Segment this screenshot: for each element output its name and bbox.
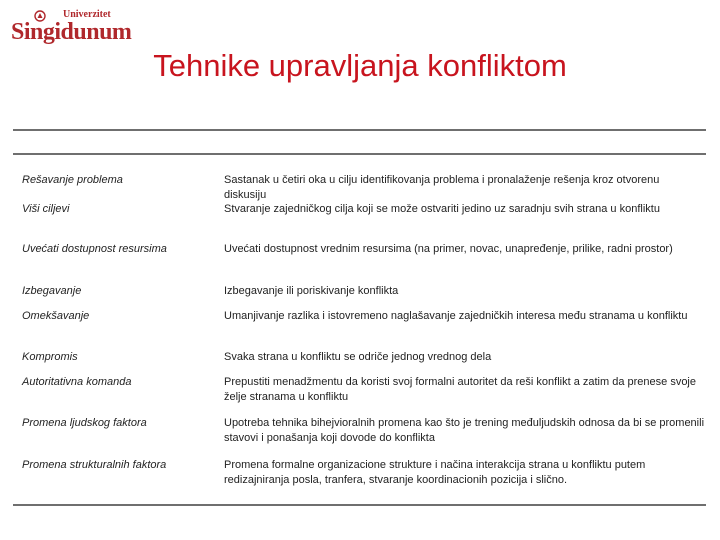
technique-name: Viši ciljevi [22,203,70,215]
logo-name-text: Singidunum [11,19,132,45]
technique-name: Promena ljudskog faktora [22,417,147,429]
page-title: Tehnike upravljanja konfliktom [153,48,567,83]
bottom-rule [13,504,706,506]
top-rule-1 [13,129,706,131]
technique-name: Uvećati dostupnost resursima [22,243,167,255]
technique-description: Promena formalne organizacione strukture i načina interakcija strana u konfliktu putem redizajniranja posla, tranfera, stvaranje koordinacionih pozicija i slično. [224,459,646,486]
technique-name: Kompromis [22,351,78,363]
technique-name: Izbegavanje [22,285,82,297]
technique-description: Uvećati dostupnost vrednim resursima (na primer, novac, unapređenje, prilike, radni prostor) [224,243,673,255]
logo-univerzitet-text: Univerzitet [63,9,111,20]
singidunum-logo [8,6,132,48]
technique-name: Autoritativna komanda [22,376,132,388]
technique-name: Omekšavanje [22,310,90,322]
technique-description: Sastanak u četiri oka u cilju identifikovanja problema i pronalaženje rešenja kroz otvorenu diskusiju [224,174,660,201]
technique-name: Rešavanje problema [22,174,123,186]
technique-description: Svaka strana u konfliktu se odriče jednog vrednog dela [224,351,492,363]
technique-description: Prepustiti menadžmentu da koristi svoj formalni autoritet da reši konflikt a zatim da prenese svoje želje stranama u konfliktu [224,376,696,403]
technique-description: Stvaranje zajedničkog cilja koji se može ostvariti jedino uz saradnju svih strana u konfliktu [224,203,660,215]
top-rule-2 [13,153,706,155]
technique-name: Promena strukturalnih faktora [22,459,167,471]
technique-description: Izbegavanje ili poriskivanje konflikta [224,285,399,297]
technique-description: Upotreba tehnika bihejvioralnih promena kao što je trening međuljudskih odnosa da bi se promenili stavovi i ponašanja koji dovode do konflikta [224,417,705,444]
technique-description: Umanjivanje razlika i istovremeno naglašavanje zajedničkih interesa među stranama u konfliktu [224,310,688,322]
